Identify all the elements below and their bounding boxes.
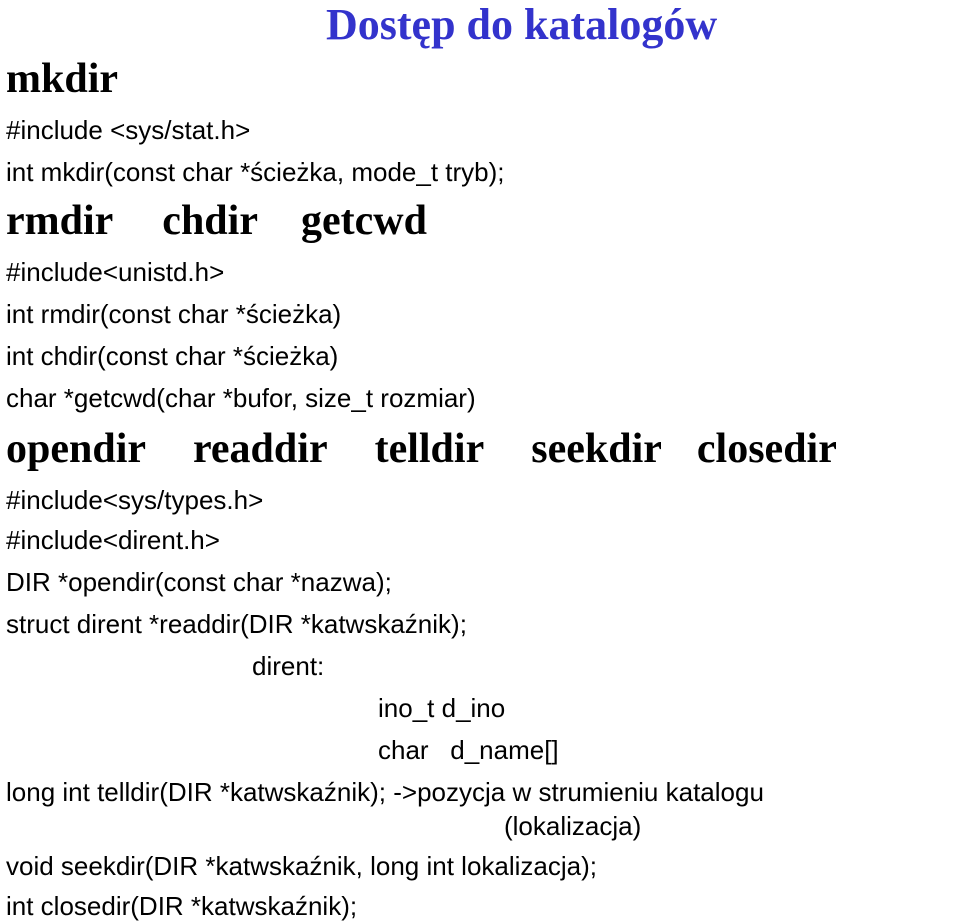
heading-rmdir: rmdir [6,198,114,244]
code-line-dirent-d-name: char d_name[] [378,735,559,765]
code-line-dirent-label: dirent: [252,651,325,681]
heading-dir-stream [6,426,837,472]
code-line-include-unistd: #include<unistd.h> [6,257,225,287]
code-line-rmdir-signature: int rmdir(const char *ścieżka) [6,299,342,329]
heading-closedir: closedir [696,426,837,472]
code-line-dirent-d-ino: ino_t d_ino [378,693,506,723]
code-line-mkdir-signature: int mkdir(const char *ścieżka, mode_t tryb); [6,157,505,187]
code-line-seekdir-signature: void seekdir(DIR *katwskaźnik, long int lokalizacja); [6,851,598,881]
slide-title: Dostęp do katalogów [326,0,718,49]
code-line-include-dirent: #include<dirent.h> [6,525,220,555]
heading-mkdir: mkdir [6,56,119,102]
heading-telldir: telldir [374,426,485,472]
heading-readdir: readdir [193,426,328,472]
code-line-include-sys-stat: #include <sys/stat.h> [6,115,251,145]
heading-opendir: opendir [6,426,147,472]
code-line-closedir-signature: int closedir(DIR *katwskaźnik); [6,891,358,921]
code-line-chdir-signature: int chdir(const char *ścieżka) [6,341,339,371]
heading-seekdir: seekdir [531,426,662,472]
code-line-telldir-signature: long int telldir(DIR *katwskaźnik); ->pozycja w strumieniu katalogu [6,777,764,807]
heading-getcwd: getcwd [300,198,427,244]
code-line-opendir-signature: DIR *opendir(const char *nazwa); [6,567,392,597]
code-line-readdir-signature: struct dirent *readdir(DIR *katwskaźnik); [6,609,467,639]
code-line-include-sys-types: #include<sys/types.h> [6,485,264,515]
code-line-telldir-note: (lokalizacja) [504,811,642,841]
code-line-getcwd-signature: char *getcwd(char *bufor, size_t rozmiar) [6,383,476,413]
heading-chdir: chdir [162,198,258,244]
heading-dir-ops [6,198,427,244]
